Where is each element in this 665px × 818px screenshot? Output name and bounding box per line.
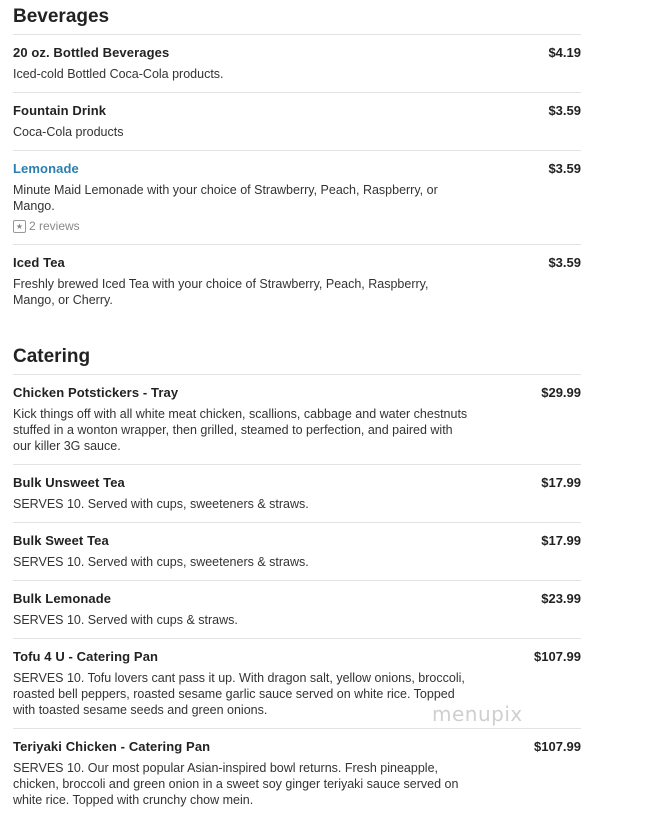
item-name: 20 oz. Bottled Beverages [13,45,170,60]
item-description: Coca-Cola products [13,125,124,139]
item-name: Fountain Drink [13,103,107,118]
item-description: SERVES 10. Tofu lovers cant pass it up. With dragon salt, yellow onions, broccoli, roasted bell peppers, roasted sesame garlic sauce served on white rice. Topped with toasted sesame seeds and green onions. [13,671,465,717]
menu-item [13,375,581,465]
item-price: $4.19 [548,45,581,60]
item-description: SERVES 10. Served with cups & straws. [13,613,238,627]
watermark: menupix [432,702,523,726]
menu-item [13,581,581,639]
item-price: $3.59 [548,161,581,176]
item-price: $29.99 [541,385,581,400]
section-title: Catering [13,340,581,375]
menu [13,0,581,818]
item-description: SERVES 10. Served with cups, sweeteners & straws. [13,555,309,569]
review-star-icon: ★ [13,220,26,233]
menu-item [13,151,581,245]
item-price: $107.99 [534,739,581,754]
item-description: Freshly brewed Iced Tea with your choice of Strawberry, Peach, Raspberry, Mango, or Cherry. [13,277,429,307]
item-description: Iced-cold Bottled Coca-Cola products. [13,67,224,81]
item-description: Minute Maid Lemonade with your choice of Strawberry, Peach, Raspberry, or Mango. [13,183,438,213]
item-description: SERVES 10. Served with cups, sweeteners & straws. [13,497,309,511]
item-name: Bulk Lemonade [13,591,112,606]
item-price: $17.99 [541,475,581,490]
menu-item [13,523,581,581]
item-name-link[interactable]: Lemonade [13,161,79,176]
reviews-link[interactable] [13,218,581,234]
item-price: $107.99 [534,649,581,664]
reviews-count: 2 reviews [29,219,80,233]
item-name: Chicken Potstickers - Tray [13,385,179,400]
section-beverages [13,0,581,318]
item-name: Bulk Sweet Tea [13,533,109,548]
item-name: Teriyaki Chicken - Catering Pan [13,739,211,754]
item-name: Bulk Unsweet Tea [13,475,125,490]
item-price: $3.59 [548,103,581,118]
section-title: Beverages [13,0,581,35]
menu-item [13,465,581,523]
menu-item [13,35,581,93]
item-name: Iced Tea [13,255,65,270]
menu-item [13,729,581,818]
item-description: Kick things off with all white meat chicken, scallions, cabbage and water chestnuts stuffed in a wonton wrapper, then grilled, steamed to perfection, and paired with our killer 3G sauce. [13,407,468,453]
menu-item [13,93,581,151]
item-description: SERVES 10. Our most popular Asian-inspired bowl returns. Fresh pineapple, chicken, broccoli and green onion in a sweet soy ginger teriyaki sauce served on white rice. Topped with crunchy chow mein. [13,761,459,807]
menu-item [13,245,581,318]
item-price: $23.99 [541,591,581,606]
section-catering [13,340,581,818]
item-price: $3.59 [548,255,581,270]
item-price: $17.99 [541,533,581,548]
item-name: Tofu 4 U - Catering Pan [13,649,159,664]
